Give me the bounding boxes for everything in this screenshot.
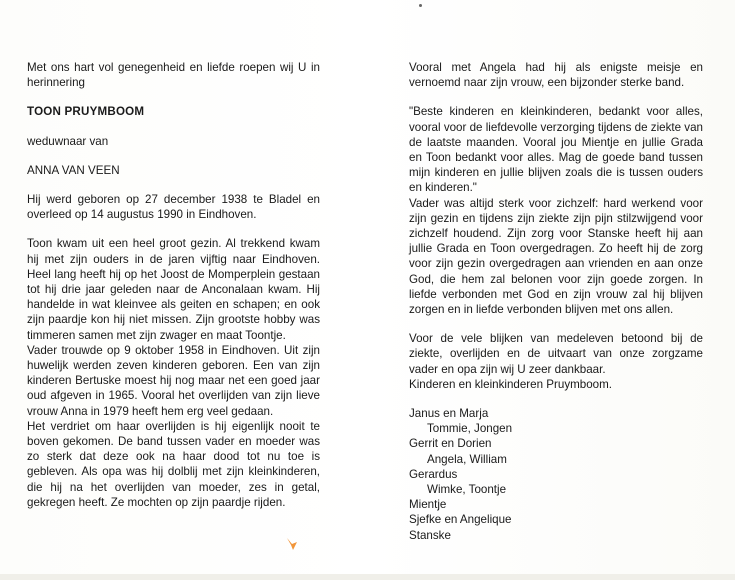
deceased-name: TOON PRUYMBOOM: [27, 105, 145, 119]
signature-line: Kinderen en kleinkinderen Pruymboom.: [409, 377, 613, 391]
orange-mark: [286, 537, 298, 551]
scan-edge: [0, 574, 735, 580]
family-name-line: Wimke, Toontje: [427, 483, 507, 497]
bio-paragraph-3: Het verdriet om haar overlijden is hij eigenlijk nooit te boven gekomen. De band tussen vader en moeder was zo sterk dat deze ook na haar dood tot nu toe is gebleven. Als opa was hij dolblij met zijn kleinkinderen, die hij na het overlijden van moeder, zes in getal, gekregen heeft. Ze mochten op zijn paardje rijden.: [27, 419, 320, 509]
bio-paragraph-2: Vader trouwde op 9 oktober 1958 in Eindhoven. Uit zijn huwelijk werden zeven kinderen geboren. Een van zijn kinderen Bertuske moest hij nog maar net een goed jaar oud afgeven in 1965. Vooral het overlijden van zijn lieve vrouw Anna in 1979 heeft hem erg veel gedaan.: [27, 343, 320, 418]
family-name-line: Gerardus: [409, 467, 458, 481]
family-name-line: Mientje: [409, 498, 447, 512]
speck: [419, 4, 422, 7]
strength-paragraph: Vader was altijd sterk voor zichzelf: hard werkend voor zijn gezin en tijdens zijn ziekte zijn pijn stilzwijgend voor zichzelf houdend. Zijn zorg voor Stanske heeft hij aan jullie Grada en Toon overgedragen. Zo heeft hij de zorg voor zijn gezin overgedragen aan vrienden en aan onze God, die hem zal belonen voor zijn goede zorgen. In liefde verbonden met God en zijn vrouw zal hij blijven zorgen en in liefde verbonden blijven met ons allen.: [409, 196, 703, 317]
left-column: [27, 60, 320, 510]
right-column: [409, 60, 703, 543]
thanks-paragraph: Voor de vele blijken van medeleven betoond bij de ziekte, overlijden en de uitvaart van onze zorgzame vader en opa zijn wij U zeer dankbaar.: [409, 332, 703, 376]
widower-text: weduwnaar van: [27, 134, 109, 148]
family-name-line: Sjefke en Angelique: [409, 513, 512, 527]
intro-text: Met ons hart vol genegenheid en liefde roepen wij U in herinnering: [27, 61, 320, 90]
birth-death-text: Hij werd geboren op 27 december 1938 te Bladel en overleed op 14 augustus 1990 in Eindhoven.: [27, 193, 320, 222]
bio-paragraph-1: Toon kwam uit een heel groot gezin. Al trekkend kwam hij met zijn ouders in de jaren vijftig naar Eindhoven. Heel lang heeft hij op het Joost de Momperplein gestaan tot hij drie jaar geleden naar de Anconalaan kwam. Hij handelde in wat kleinvee als geiten en schapen; en ook zijn paardje kon hij niet missen. Zijn grootste hobby was timmeren samen met zijn zwager en maat Toontje.: [27, 237, 320, 342]
family-name-line: Tommie, Jongen: [427, 422, 513, 436]
family-name-line: Stanske: [409, 528, 451, 542]
family-name-line: Janus en Marja: [409, 407, 489, 421]
family-name-line: Angela, William: [427, 452, 507, 466]
family-name-line: Gerrit en Dorien: [409, 437, 492, 451]
quote-paragraph: "Beste kinderen en kleinkinderen, bedankt voor alles, vooral voor de liefdevolle verzorging tijdens de ziekte van de laatste maanden. Vooral jou Mientje en jullie Grada en Toon bedankt voor alles. Mag de goede band tussen mijn kinderen en jullie blijven zoals die is tussen ouders en kinderen.": [409, 105, 703, 195]
spouse-name: ANNA VAN VEEN: [27, 163, 120, 177]
angela-paragraph: Vooral met Angela had hij als enigste meisje en vernoemd naar zijn vrouw, een bijzonder sterke band.: [409, 61, 703, 90]
family-names: [409, 406, 703, 543]
